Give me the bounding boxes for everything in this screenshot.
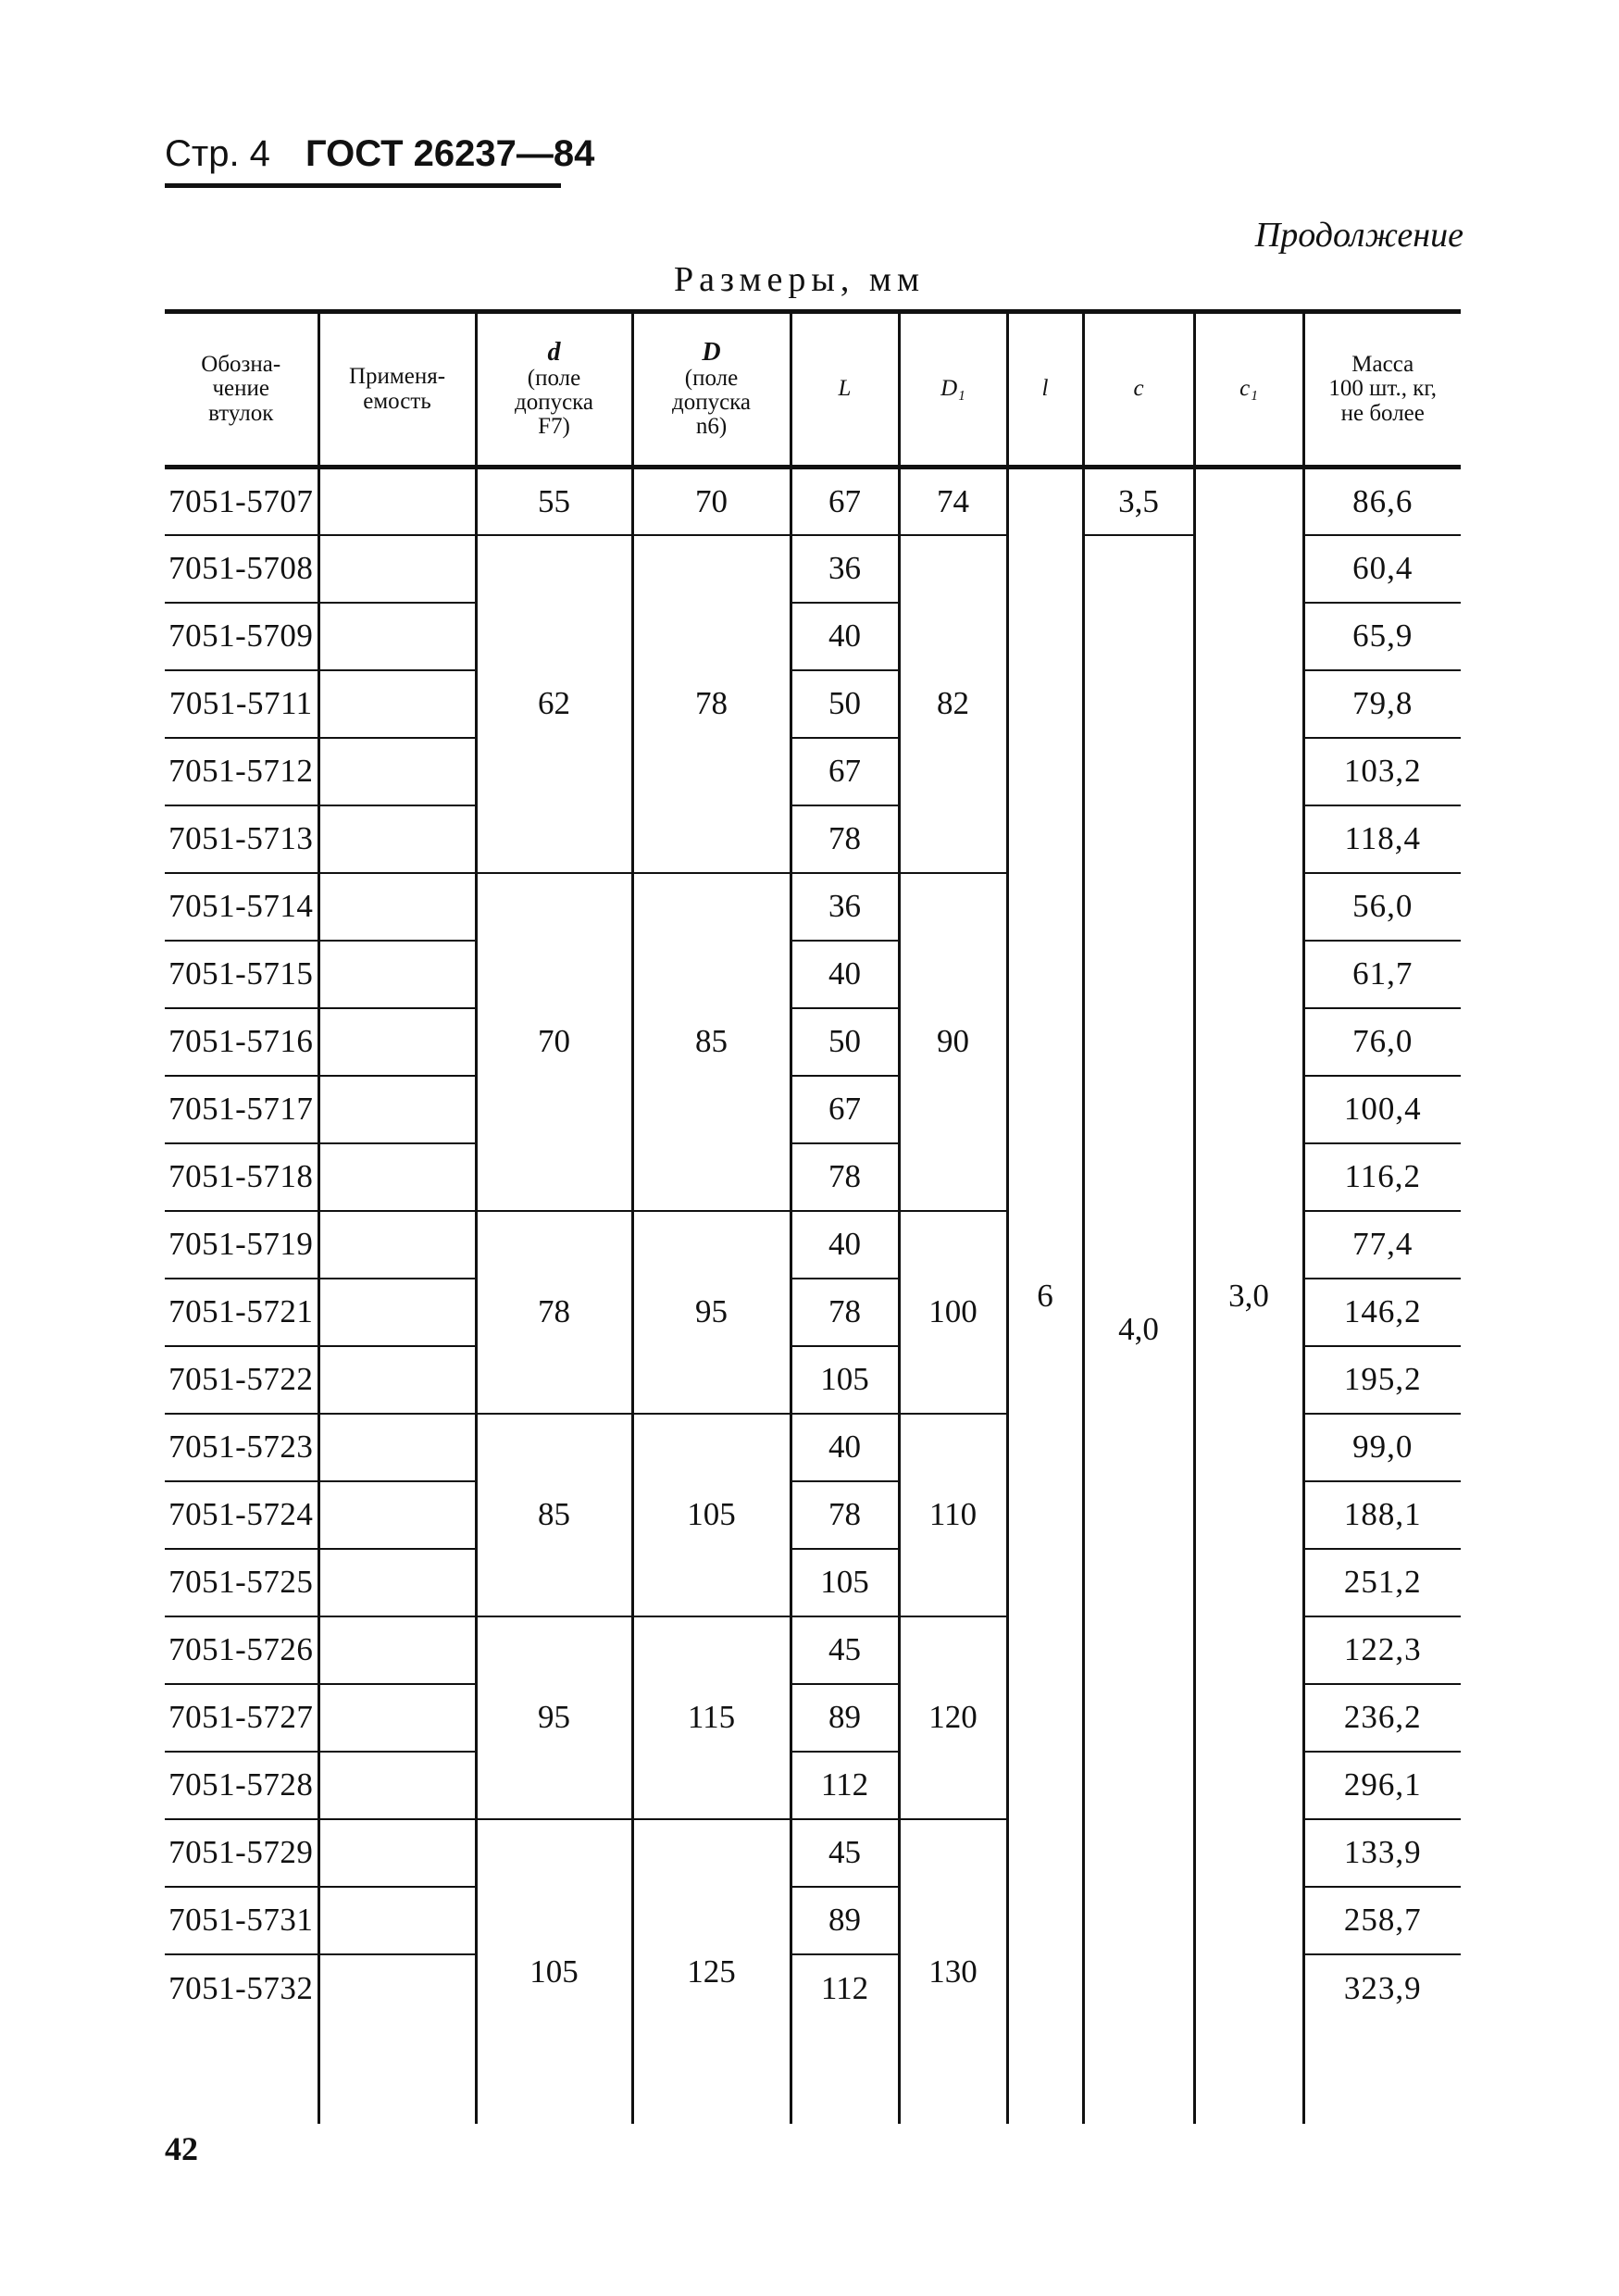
D-cell: 78 — [632, 535, 791, 873]
designation-cell: 7051-5716 — [165, 1008, 318, 1076]
continuation-label: Продолжение — [1254, 216, 1463, 255]
applicability-cell — [318, 1143, 476, 1211]
applicability-cell — [318, 1211, 476, 1279]
D1-cell: 100 — [899, 1211, 1007, 1414]
col-D1: D₁ — [899, 312, 1007, 468]
applicability-cell — [318, 1076, 476, 1143]
D1-cell: 130 — [899, 1819, 1007, 2124]
c-cell: 4,0 — [1083, 535, 1194, 2124]
col-applicability: Применя- емость — [318, 312, 476, 468]
applicability-cell — [318, 738, 476, 805]
mass-cell: 76,0 — [1303, 1008, 1461, 1076]
mass-cell: 133,9 — [1303, 1819, 1461, 1887]
mass-cell: 116,2 — [1303, 1143, 1461, 1211]
L-cell — [791, 2022, 899, 2124]
designation-cell: 7051-5724 — [165, 1481, 318, 1549]
col-D: D (поле допуска n6) — [632, 312, 791, 468]
designation-cell: 7051-5719 — [165, 1211, 318, 1279]
d-cell: 70 — [476, 873, 632, 1211]
c1-cell: 3,0 — [1194, 468, 1303, 2124]
col-c1: c₁ — [1194, 312, 1303, 468]
L-cell: 112 — [791, 1954, 899, 2022]
designation-cell: 7051-5714 — [165, 873, 318, 941]
mass-cell: 79,8 — [1303, 670, 1461, 738]
applicability-cell — [318, 1684, 476, 1752]
units-caption: Размеры, мм — [674, 260, 926, 299]
mass-cell: 77,4 — [1303, 1211, 1461, 1279]
mass-cell: 103,2 — [1303, 738, 1461, 805]
mass-cell: 65,9 — [1303, 603, 1461, 670]
col-d: d (поле допуска F7) — [476, 312, 632, 468]
D-cell: 70 — [632, 468, 791, 535]
L-cell: 50 — [791, 1008, 899, 1076]
mass-cell: 60,4 — [1303, 535, 1461, 603]
page-number: 42 — [165, 2130, 198, 2167]
L-cell: 89 — [791, 1684, 899, 1752]
D1-cell: 82 — [899, 535, 1007, 873]
applicability-cell — [318, 1008, 476, 1076]
L-cell: 40 — [791, 603, 899, 670]
L-cell: 78 — [791, 1143, 899, 1211]
mass-cell: 195,2 — [1303, 1346, 1461, 1414]
col-l: l — [1007, 312, 1083, 468]
applicability-cell — [318, 1819, 476, 1887]
table-header-row — [165, 312, 1461, 468]
applicability-cell — [318, 468, 476, 535]
dimensions-table — [165, 309, 1461, 2124]
applicability-cell — [318, 1616, 476, 1684]
L-cell: 50 — [791, 670, 899, 738]
mass-cell: 99,0 — [1303, 1414, 1461, 1481]
designation-cell: 7051-5713 — [165, 805, 318, 873]
L-cell: 78 — [791, 1481, 899, 1549]
mass-cell: 122,3 — [1303, 1616, 1461, 1684]
d-cell: 105 — [476, 1819, 632, 2124]
D-cell: 85 — [632, 873, 791, 1211]
L-cell: 67 — [791, 1076, 899, 1143]
mass-cell: 61,7 — [1303, 941, 1461, 1008]
designation-cell: 7051-5711 — [165, 670, 318, 738]
d-cell: 85 — [476, 1414, 632, 1616]
applicability-cell — [318, 1954, 476, 2022]
L-cell: 45 — [791, 1616, 899, 1684]
d-cell: 55 — [476, 468, 632, 535]
D1-cell: 74 — [899, 468, 1007, 535]
designation-cell: 7051-5717 — [165, 1076, 318, 1143]
mass-cell: 100,4 — [1303, 1076, 1461, 1143]
mass-cell: 56,0 — [1303, 873, 1461, 941]
applicability-cell — [318, 941, 476, 1008]
mass-cell: 296,1 — [1303, 1752, 1461, 1819]
col-L: L — [791, 312, 899, 468]
mass-cell: 251,2 — [1303, 1549, 1461, 1616]
designation-cell: 7051-5726 — [165, 1616, 318, 1684]
designation-cell — [165, 2022, 318, 2124]
L-cell: 36 — [791, 535, 899, 603]
designation-cell: 7051-5707 — [165, 468, 318, 535]
L-cell: 40 — [791, 941, 899, 1008]
designation-cell: 7051-5727 — [165, 1684, 318, 1752]
mass-cell: 236,2 — [1303, 1684, 1461, 1752]
table-row — [165, 468, 1461, 535]
applicability-cell — [318, 670, 476, 738]
L-cell: 67 — [791, 738, 899, 805]
applicability-cell — [318, 603, 476, 670]
standard-number: ГОСТ 26237—84 — [305, 133, 595, 174]
header-rule — [165, 183, 561, 188]
mass-cell: 323,9 — [1303, 1954, 1461, 2022]
applicability-cell — [318, 1414, 476, 1481]
L-cell: 105 — [791, 1346, 899, 1414]
applicability-cell — [318, 873, 476, 941]
L-cell: 78 — [791, 1279, 899, 1346]
designation-cell: 7051-5708 — [165, 535, 318, 603]
L-cell: 112 — [791, 1752, 899, 1819]
l-cell: 6 — [1007, 468, 1083, 2124]
L-cell: 40 — [791, 1211, 899, 1279]
D1-cell: 120 — [899, 1616, 1007, 1819]
L-cell: 45 — [791, 1819, 899, 1887]
L-cell: 89 — [791, 1887, 899, 1954]
applicability-cell — [318, 805, 476, 873]
D-cell: 95 — [632, 1211, 791, 1414]
applicability-cell — [318, 1279, 476, 1346]
mass-cell — [1303, 2022, 1461, 2124]
designation-cell: 7051-5722 — [165, 1346, 318, 1414]
D1-cell: 90 — [899, 873, 1007, 1211]
D1-cell: 110 — [899, 1414, 1007, 1616]
D-cell: 115 — [632, 1616, 791, 1819]
applicability-cell — [318, 1481, 476, 1549]
applicability-cell — [318, 2022, 476, 2124]
col-mass: Масса 100 шт., кг, не более — [1303, 312, 1461, 468]
col-c: c — [1083, 312, 1194, 468]
designation-cell: 7051-5718 — [165, 1143, 318, 1211]
mass-cell: 118,4 — [1303, 805, 1461, 873]
L-cell: 78 — [791, 805, 899, 873]
designation-cell: 7051-5723 — [165, 1414, 318, 1481]
applicability-cell — [318, 1549, 476, 1616]
designation-cell: 7051-5721 — [165, 1279, 318, 1346]
page-label: Стр. 4 — [165, 133, 270, 174]
mass-cell: 258,7 — [1303, 1887, 1461, 1954]
applicability-cell — [318, 1346, 476, 1414]
designation-cell: 7051-5725 — [165, 1549, 318, 1616]
applicability-cell — [318, 1752, 476, 1819]
designation-cell: 7051-5729 — [165, 1819, 318, 1887]
c-cell: 3,5 — [1083, 468, 1194, 535]
d-cell: 78 — [476, 1211, 632, 1414]
running-header — [165, 131, 594, 175]
designation-cell: 7051-5709 — [165, 603, 318, 670]
designation-cell: 7051-5732 — [168, 1969, 314, 2006]
mass-cell: 86,6 — [1303, 468, 1461, 535]
designation-cell: 7051-5715 — [165, 941, 318, 1008]
L-cell: 40 — [791, 1414, 899, 1481]
designation-cell: 7051-5712 — [165, 738, 318, 805]
d-cell: 95 — [476, 1616, 632, 1819]
designation-cell: 7051-5728 — [165, 1752, 318, 1819]
designation-cell: 7051-5731 — [165, 1887, 318, 1954]
L-cell: 36 — [791, 873, 899, 941]
mass-cell: 146,2 — [1303, 1279, 1461, 1346]
d-cell: 62 — [476, 535, 632, 873]
col-designation: Обозна- чение втулок — [165, 312, 318, 468]
D-cell: 125 — [632, 1819, 791, 2124]
L-cell: 105 — [791, 1549, 899, 1616]
applicability-cell — [318, 1887, 476, 1954]
L-cell: 67 — [791, 468, 899, 535]
applicability-cell — [318, 535, 476, 603]
mass-cell: 188,1 — [1303, 1481, 1461, 1549]
D-cell: 105 — [632, 1414, 791, 1616]
